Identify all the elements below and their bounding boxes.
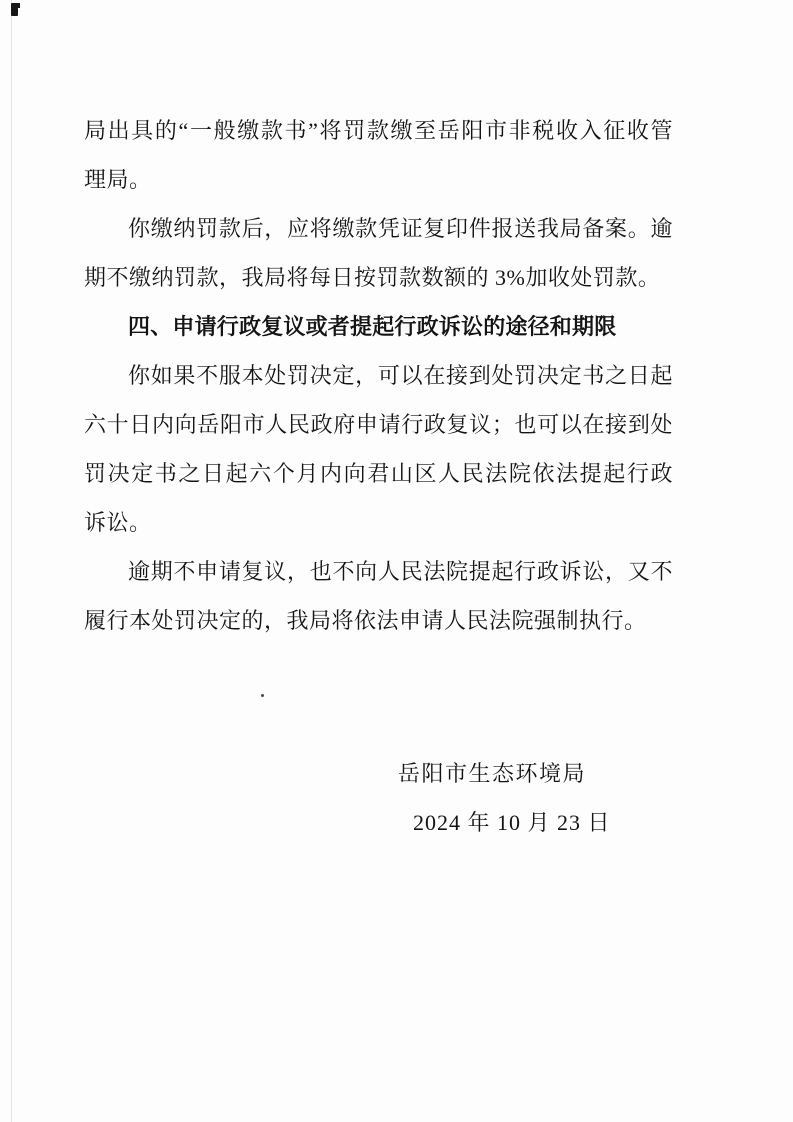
doc-line: 理局。 xyxy=(84,167,152,192)
doc-line: 期不缴纳罚款，我局将每日按罚款数额的 3%加收处罚款。 xyxy=(84,265,661,290)
signature-agency: 岳阳市生态环境局 xyxy=(398,761,587,786)
doc-line: 局出具的“一般缴款书”将罚款缴至岳阳市非税收入征收管 xyxy=(84,118,673,143)
document-body xyxy=(84,106,673,847)
doc-line: 诉讼。 xyxy=(84,510,152,535)
doc-line: 六十日内向岳阳市人民政府申请行政复议；也可以在接到处 xyxy=(84,412,673,437)
doc-line: 履行本处罚决定的，我局将依法申请人民法院强制执行。 xyxy=(84,608,647,633)
doc-line: 逾期不申请复议，也不向人民法院提起行政诉讼，又不 xyxy=(128,559,673,584)
scan-corner-artifact xyxy=(11,3,18,16)
doc-line: 罚决定书之日起六个月内向君山区人民法院依法提起行政 xyxy=(84,461,673,486)
doc-line: 你如果不服本处罚决定，可以在接到处罚决定书之日起 xyxy=(128,363,673,388)
section-heading-four: 四、申请行政复议或者提起行政诉讼的途径和期限 xyxy=(128,314,617,339)
doc-line: 你缴纳罚款后，应将缴款凭证复印件报送我局备案。逾 xyxy=(128,216,673,241)
scan-edge-line xyxy=(11,0,12,1122)
signature-date: 2024 年 10 月 23 日 xyxy=(413,810,611,835)
